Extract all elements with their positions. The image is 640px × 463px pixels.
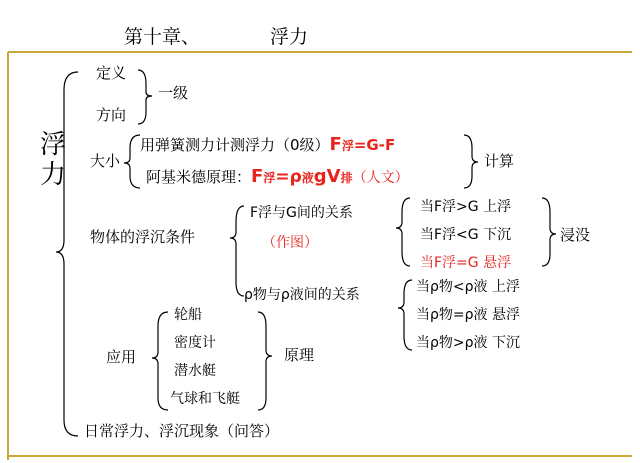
draw-note: （作图） [262, 235, 318, 251]
node-level: 一级 [158, 84, 189, 102]
rho-item-1: 当ρ物<ρ液 上浮 [416, 279, 520, 295]
size-brace-left [124, 135, 140, 188]
fg-brace-left [396, 198, 410, 266]
fg-item-2: 当F浮<G 下沉 [420, 227, 512, 243]
app-item-2: 密度计 [174, 335, 216, 351]
method1-sub: 浮 [341, 139, 354, 153]
app-brace-right [258, 312, 272, 410]
node-calc: 计算 [484, 152, 515, 170]
method2-note: （人文） [352, 170, 409, 186]
rho-item-3: 当ρ物>ρ液 下沉 [416, 335, 520, 351]
rho-brace [398, 280, 412, 350]
chapter-title: 第十章、 [124, 26, 201, 48]
method2-sub1: 浮 [263, 171, 276, 185]
size-method2 [146, 168, 409, 186]
node-application: 应用 [106, 348, 137, 366]
size-method1 [140, 136, 395, 154]
node-direction: 方向 [96, 106, 127, 124]
fg-relation: F浮与G间的关系 [250, 205, 353, 221]
method1-text: 用弹簧测力计测浮力（0级） [140, 136, 330, 154]
app-item-1: 轮船 [174, 307, 202, 323]
method2-eq: =ρ [275, 167, 302, 187]
method2-sub3: 排 [340, 171, 353, 185]
conditions-brace [230, 206, 244, 296]
method2-sub2: 液 [301, 171, 314, 185]
defs-brace [138, 70, 152, 124]
method1-F: F [329, 134, 342, 155]
node-immerse: 浸没 [560, 226, 591, 244]
root-node: 浮力 [40, 130, 67, 190]
app-item-4: 气球和飞艇 [170, 391, 240, 407]
method2-text: 阿基米德原理： [146, 168, 252, 186]
rho-relation: ρ物与ρ液间的关系 [244, 287, 360, 303]
method2-F: F [251, 166, 264, 187]
rho-item-2: 当ρ物=ρ液 悬浮 [416, 307, 520, 323]
app-brace-left [152, 312, 168, 410]
app-item-3: 潜水艇 [174, 363, 216, 379]
size-brace-right [464, 135, 478, 188]
node-size: 大小 [90, 152, 121, 170]
fg-item-1: 当F浮>G 上浮 [420, 199, 512, 215]
root-brace [56, 72, 78, 436]
node-definition: 定义 [96, 64, 127, 82]
node-conditions: 物体的浮沉条件 [90, 228, 196, 246]
immerse-brace [542, 198, 556, 266]
method2-gV: gV [313, 166, 341, 187]
node-daily: 日常浮力、浮沉现象（问答） [84, 422, 280, 440]
fg-item-3: 当F浮=G 悬浮 [420, 255, 512, 271]
node-principle: 原理 [284, 346, 315, 364]
chapter-topic: 浮力 [270, 26, 309, 48]
method1-rest: =G-F [353, 136, 396, 154]
